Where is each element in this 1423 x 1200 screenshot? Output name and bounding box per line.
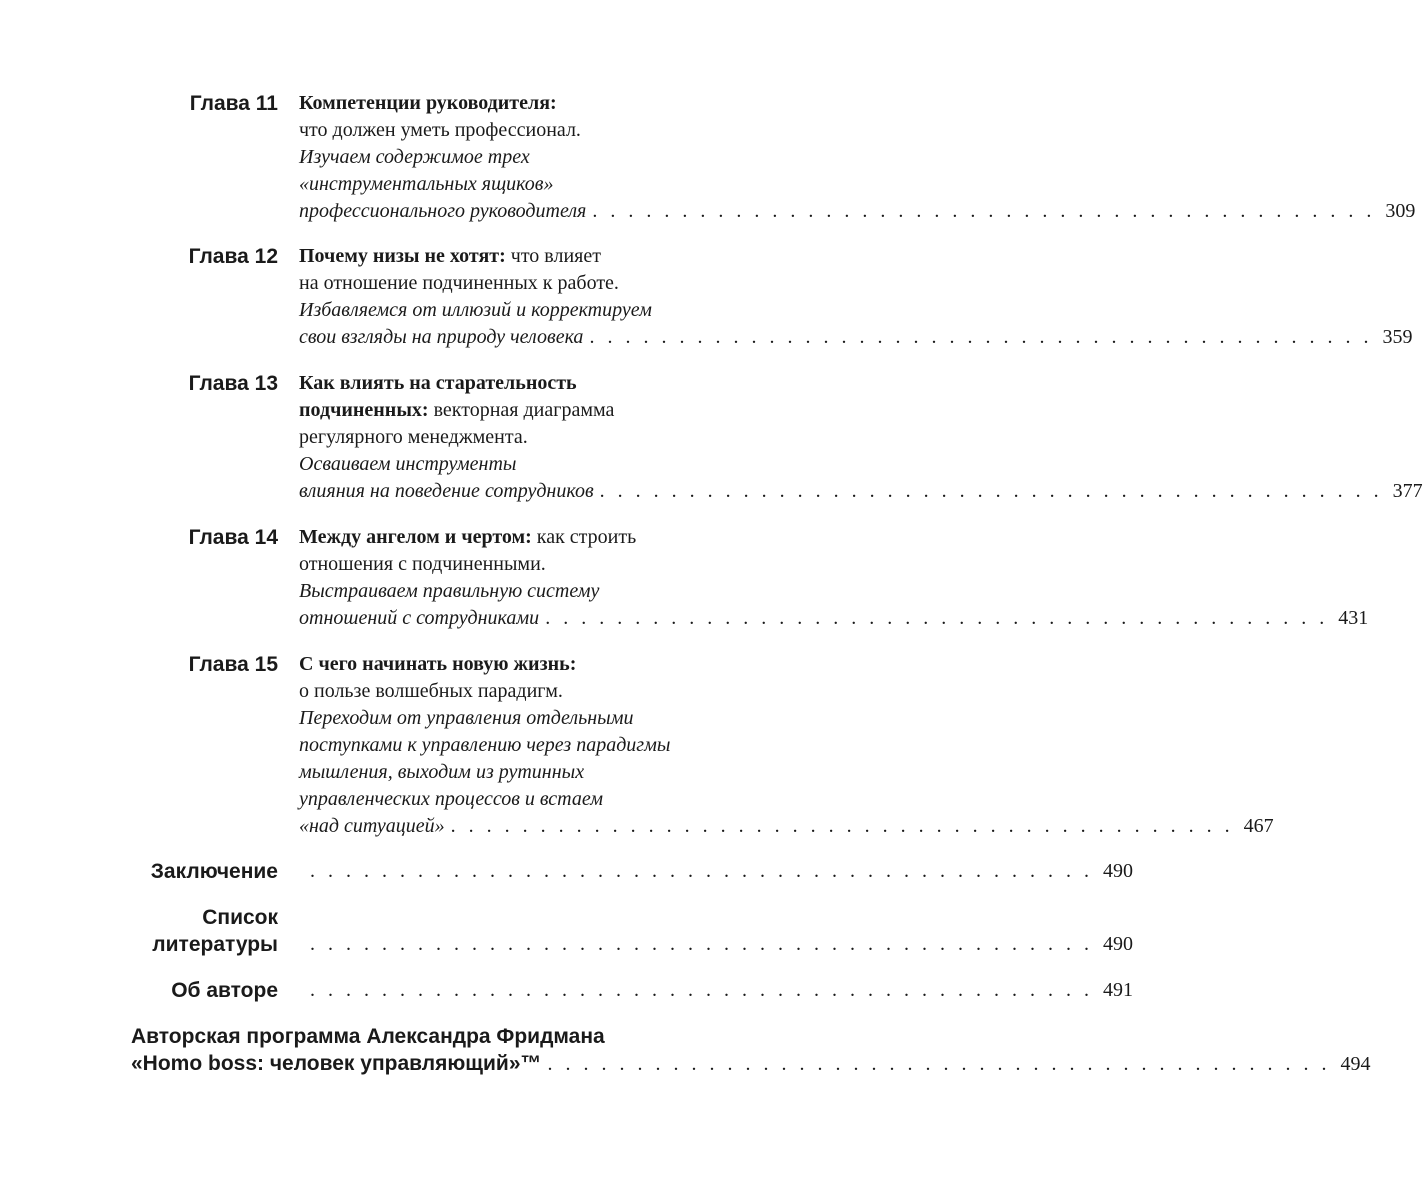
chapter-description-line: Осваиваем инструменты: [299, 453, 517, 475]
dot-leader: . . . . . . . . . . . . . . . . . . . . . . . . . . . . . . . . . . . . . . . . . . . .: [547, 1053, 1331, 1075]
chapter-description-line: Избавляемся от иллюзий и корректируем: [299, 299, 652, 321]
chapter-label: Глава 13: [188, 372, 278, 395]
dot-leader: . . . . . . . . . . . . . . . . . . . . . . . . . . . . . . . . . . . . . . . . . . . .: [310, 860, 1093, 882]
chapter-label: Глава 14: [188, 526, 278, 549]
chapter-title: Между ангелом и чертом:: [299, 526, 532, 548]
page-number: 309: [1385, 200, 1416, 222]
chapter-subtitle: что влияет: [505, 245, 601, 267]
toc-entry-program[interactable]: [131, 1023, 1371, 1077]
dot-leader: . . . . . . . . . . . . . . . . . . . . . . . . . . . . . . . . . . . . . . . . . . . .: [589, 326, 1373, 348]
chapter-description-line: свои взгляды на природу человека: [299, 326, 584, 348]
chapter-description-line: Выстраиваем правильную систему: [299, 580, 600, 602]
dot-leader: . . . . . . . . . . . . . . . . . . . . . . . . . . . . . . . . . . . . . . . . . . . .: [310, 933, 1093, 955]
chapter-title: Компетенции руководителя:: [299, 92, 557, 114]
chapter-subtitle: на отношение подчиненных к работе.: [299, 272, 619, 294]
chapter-description-line: управленческих процессов и встаем: [299, 788, 604, 810]
chapter-subtitle: о пользе волшебных парадигм.: [299, 680, 563, 702]
chapter-description-line: профессионального руководителя: [299, 200, 587, 222]
chapter-title: С чего начинать новую жизнь:: [299, 653, 577, 675]
chapter-title: Как влиять на старательность: [299, 372, 577, 394]
program-title: «Homo boss: человек управляющий»™: [131, 1052, 542, 1075]
dot-leader: . . . . . . . . . . . . . . . . . . . . . . . . . . . . . . . . . . . . . . . . . . . .: [599, 480, 1383, 502]
page-number: 491: [1103, 979, 1133, 1001]
dot-leader: . . . . . . . . . . . . . . . . . . . . . . . . . . . . . . . . . . . . . . . . . . . .: [450, 815, 1234, 837]
chapter-subtitle: отношения с подчиненными.: [299, 553, 546, 575]
chapter-description-line: отношений с сотрудниками: [299, 607, 540, 629]
section-label: Об авторе: [171, 979, 278, 1002]
chapter-description-line: Изучаем содержимое трех: [299, 146, 530, 168]
chapter-description-line: влияния на поведение сотрудников: [299, 480, 594, 502]
chapter-subtitle: векторная диаграмма: [428, 399, 615, 421]
dot-leader: . . . . . . . . . . . . . . . . . . . . . . . . . . . . . . . . . . . . . . . . . . . .: [310, 979, 1093, 1001]
page-number: 377: [1392, 480, 1423, 502]
program-title: Авторская программа Александра Фридмана: [131, 1025, 605, 1048]
page-number: 494: [1340, 1053, 1371, 1075]
chapter-label: Глава 15: [188, 653, 278, 676]
chapter-description-line: «над ситуацией»: [299, 815, 445, 837]
dot-leader: . . . . . . . . . . . . . . . . . . . . . . . . . . . . . . . . . . . . . . . . . . . .: [545, 607, 1329, 629]
section-label: Список: [202, 906, 278, 929]
page-number: 467: [1243, 815, 1274, 837]
section-label: литературы: [152, 933, 278, 956]
chapter-description-line: Переходим от управления отдельными: [299, 707, 634, 729]
chapter-title: Почему низы не хотят:: [299, 245, 506, 267]
page-number: 431: [1338, 607, 1369, 629]
page-number: 490: [1103, 933, 1133, 955]
chapter-description-line: «инструментальных ящиков»: [299, 173, 554, 195]
page-number: 359: [1382, 326, 1413, 348]
chapter-description-line: поступками к управлению через парадигмы: [299, 734, 671, 756]
chapter-label: Глава 11: [189, 92, 278, 115]
chapter-subtitle: как строить: [531, 526, 637, 548]
chapter-description-line: мышления, выходим из рутинных: [299, 761, 585, 783]
chapter-label: Глава 12: [188, 245, 278, 268]
dot-leader: . . . . . . . . . . . . . . . . . . . . . . . . . . . . . . . . . . . . . . . . . . . .: [592, 200, 1376, 222]
page-number: 490: [1103, 860, 1133, 882]
chapter-subtitle: что должен уметь профессионал.: [299, 119, 581, 141]
section-label: Заключение: [150, 860, 278, 883]
chapter-title: подчиненных:: [299, 399, 429, 421]
chapter-subtitle: регулярного менеджмента.: [299, 426, 528, 448]
